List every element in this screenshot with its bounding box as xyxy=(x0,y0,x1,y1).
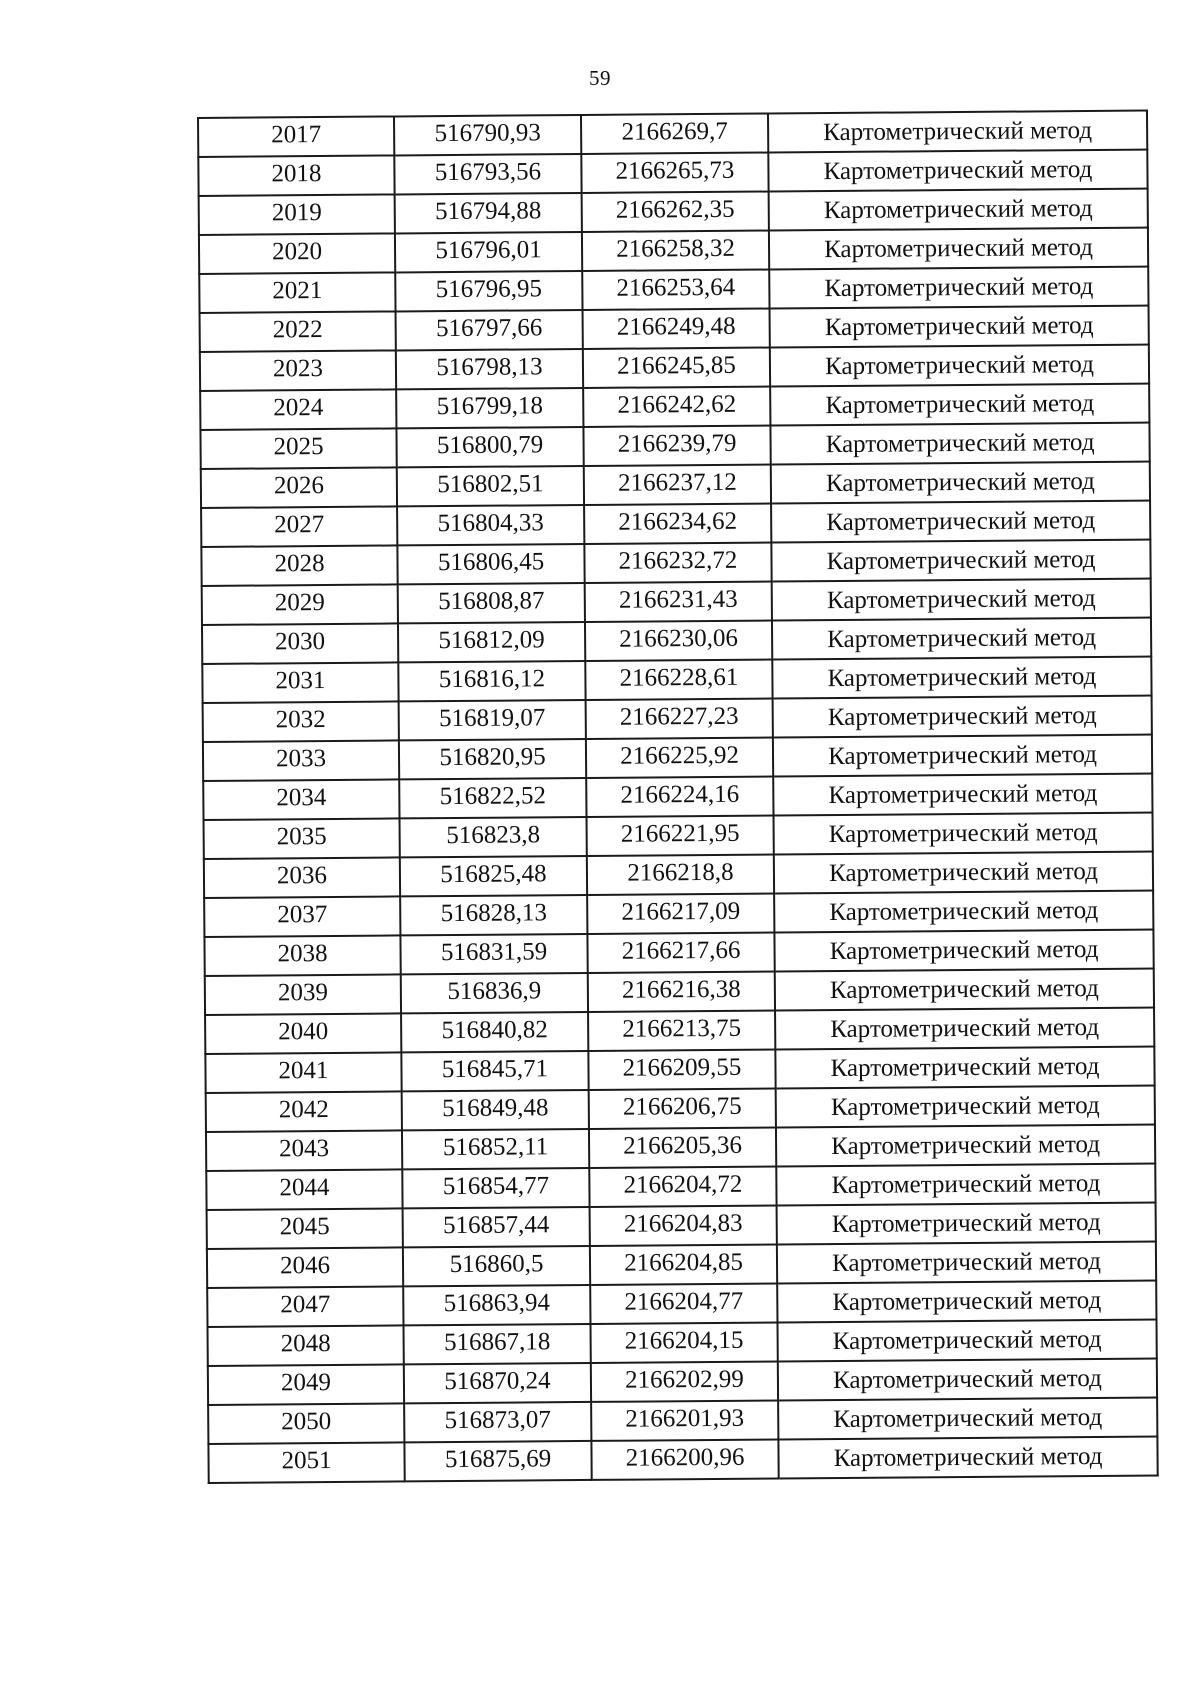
x-coordinate-cell: 516870,24 xyxy=(404,1363,591,1403)
point-number-cell: 2034 xyxy=(203,779,399,820)
x-coordinate-cell: 516836,9 xyxy=(401,973,588,1013)
method-cell: Картометрический метод xyxy=(770,384,1149,426)
point-number-cell: 2022 xyxy=(200,311,396,352)
method-cell: Картометрический метод xyxy=(772,657,1151,699)
y-coordinate-cell: 2166227,23 xyxy=(586,698,773,738)
point-number-cell: 2044 xyxy=(206,1169,402,1210)
method-cell: Картометрический метод xyxy=(776,1164,1155,1206)
y-coordinate-cell: 2166204,15 xyxy=(590,1322,777,1362)
point-number-cell: 2047 xyxy=(207,1286,403,1327)
x-coordinate-cell: 516822,52 xyxy=(399,778,586,818)
point-number-cell: 2019 xyxy=(199,194,395,235)
y-coordinate-cell: 2166239,79 xyxy=(583,426,770,466)
x-coordinate-cell: 516802,51 xyxy=(397,466,584,506)
y-coordinate-cell: 2166205,36 xyxy=(589,1127,776,1167)
method-cell: Картометрический метод xyxy=(772,579,1151,621)
y-coordinate-cell: 2166221,95 xyxy=(587,815,774,855)
method-cell: Картометрический метод xyxy=(773,696,1152,738)
point-number-cell: 2025 xyxy=(200,428,396,469)
method-cell: Картометрический метод xyxy=(769,189,1148,231)
point-number-cell: 2023 xyxy=(200,350,396,391)
y-coordinate-cell: 2166201,93 xyxy=(591,1400,778,1440)
method-cell: Картометрический метод xyxy=(773,774,1152,816)
method-cell: Картометрический метод xyxy=(774,930,1153,972)
y-coordinate-cell: 2166218,8 xyxy=(587,854,774,894)
y-coordinate-cell: 2166232,72 xyxy=(584,543,771,583)
method-cell: Картометрический метод xyxy=(769,267,1148,309)
point-number-cell: 2038 xyxy=(204,935,400,976)
x-coordinate-cell: 516808,87 xyxy=(398,583,585,623)
method-cell: Картометрический метод xyxy=(770,423,1149,465)
y-coordinate-cell: 2166216,38 xyxy=(588,971,775,1011)
point-number-cell: 2042 xyxy=(206,1091,402,1132)
method-cell: Картометрический метод xyxy=(775,1047,1154,1089)
y-coordinate-cell: 2166228,61 xyxy=(585,659,772,699)
point-number-cell: 2033 xyxy=(203,740,399,781)
x-coordinate-cell: 516796,95 xyxy=(395,271,582,311)
point-number-cell: 2050 xyxy=(208,1403,404,1444)
method-cell: Картометрический метод xyxy=(774,813,1153,855)
coordinates-table xyxy=(197,110,1159,1484)
x-coordinate-cell: 516820,95 xyxy=(399,739,586,779)
method-cell: Картометрический метод xyxy=(771,462,1150,504)
method-cell: Картометрический метод xyxy=(777,1281,1156,1323)
x-coordinate-cell: 516793,56 xyxy=(394,154,581,194)
y-coordinate-cell: 2166242,62 xyxy=(583,387,770,427)
point-number-cell: 2024 xyxy=(200,389,396,430)
y-coordinate-cell: 2166204,85 xyxy=(590,1244,777,1284)
point-number-cell: 2030 xyxy=(202,623,398,664)
method-cell: Картометрический метод xyxy=(771,540,1150,582)
point-number-cell: 2020 xyxy=(199,233,395,274)
y-coordinate-cell: 2166265,73 xyxy=(581,153,768,193)
method-cell: Картометрический метод xyxy=(770,306,1149,348)
table-row xyxy=(208,1436,1157,1482)
x-coordinate-cell: 516825,48 xyxy=(400,856,587,896)
method-cell: Картометрический метод xyxy=(778,1359,1157,1401)
y-coordinate-cell: 2166206,75 xyxy=(589,1088,776,1128)
x-coordinate-cell: 516790,93 xyxy=(394,115,581,155)
method-cell: Картометрический метод xyxy=(768,111,1147,153)
method-cell: Картометрический метод xyxy=(775,969,1154,1011)
x-coordinate-cell: 516854,77 xyxy=(402,1168,589,1208)
method-cell: Картометрический метод xyxy=(777,1242,1156,1284)
point-number-cell: 2026 xyxy=(201,467,397,508)
x-coordinate-cell: 516823,8 xyxy=(400,817,587,857)
point-number-cell: 2046 xyxy=(207,1247,403,1288)
method-cell: Картометрический метод xyxy=(777,1203,1156,1245)
y-coordinate-cell: 2166213,75 xyxy=(588,1010,775,1050)
y-coordinate-cell: 2166217,09 xyxy=(587,893,774,933)
x-coordinate-cell: 516849,48 xyxy=(402,1090,589,1130)
x-coordinate-cell: 516804,33 xyxy=(397,505,584,545)
point-number-cell: 2035 xyxy=(204,818,400,859)
method-cell: Картометрический метод xyxy=(776,1125,1155,1167)
method-cell: Картометрический метод xyxy=(774,891,1153,933)
point-number-cell: 2027 xyxy=(201,506,397,547)
x-coordinate-cell: 516794,88 xyxy=(395,193,582,233)
point-number-cell: 2029 xyxy=(202,584,398,625)
x-coordinate-cell: 516831,59 xyxy=(400,934,587,974)
y-coordinate-cell: 2166217,66 xyxy=(587,932,774,972)
y-coordinate-cell: 2166204,72 xyxy=(589,1166,776,1206)
y-coordinate-cell: 2166249,48 xyxy=(583,309,770,349)
point-number-cell: 2037 xyxy=(204,896,400,937)
y-coordinate-cell: 2166245,85 xyxy=(583,348,770,388)
method-cell: Картометрический метод xyxy=(771,501,1150,543)
x-coordinate-cell: 516816,12 xyxy=(398,661,585,701)
point-number-cell: 2017 xyxy=(198,116,394,157)
y-coordinate-cell: 2166204,77 xyxy=(590,1283,777,1323)
x-coordinate-cell: 516867,18 xyxy=(403,1324,590,1364)
x-coordinate-cell: 516863,94 xyxy=(403,1285,590,1325)
point-number-cell: 2021 xyxy=(199,272,395,313)
y-coordinate-cell: 2166225,92 xyxy=(586,737,773,777)
method-cell: Картометрический метод xyxy=(768,150,1147,192)
point-number-cell: 2045 xyxy=(207,1208,403,1249)
coordinates-table-body xyxy=(198,111,1158,1483)
point-number-cell: 2031 xyxy=(202,662,398,703)
x-coordinate-cell: 516873,07 xyxy=(404,1402,591,1442)
x-coordinate-cell: 516797,66 xyxy=(396,310,583,350)
point-number-cell: 2051 xyxy=(208,1442,404,1483)
x-coordinate-cell: 516860,5 xyxy=(403,1246,590,1286)
x-coordinate-cell: 516806,45 xyxy=(397,544,584,584)
point-number-cell: 2048 xyxy=(208,1325,404,1366)
point-number-cell: 2043 xyxy=(206,1130,402,1171)
y-coordinate-cell: 2166253,64 xyxy=(582,270,769,310)
x-coordinate-cell: 516828,13 xyxy=(400,895,587,935)
y-coordinate-cell: 2166237,12 xyxy=(584,465,771,505)
method-cell: Картометрический метод xyxy=(778,1397,1157,1439)
method-cell: Картометрический метод xyxy=(770,345,1149,387)
x-coordinate-cell: 516812,09 xyxy=(398,622,585,662)
x-coordinate-cell: 516857,44 xyxy=(403,1207,590,1247)
y-coordinate-cell: 2166262,35 xyxy=(582,192,769,232)
point-number-cell: 2039 xyxy=(205,974,401,1015)
y-coordinate-cell: 2166209,55 xyxy=(588,1049,775,1089)
point-number-cell: 2032 xyxy=(203,701,399,742)
method-cell: Картометрический метод xyxy=(775,1008,1154,1050)
method-cell: Картометрический метод xyxy=(778,1436,1157,1478)
y-coordinate-cell: 2166258,32 xyxy=(582,231,769,271)
method-cell: Картометрический метод xyxy=(769,228,1148,270)
x-coordinate-cell: 516799,18 xyxy=(396,388,583,428)
x-coordinate-cell: 516819,07 xyxy=(399,700,586,740)
x-coordinate-cell: 516852,11 xyxy=(402,1129,589,1169)
y-coordinate-cell: 2166224,16 xyxy=(586,776,773,816)
point-number-cell: 2041 xyxy=(205,1052,401,1093)
page-number: 59 xyxy=(589,66,611,90)
y-coordinate-cell: 2166234,62 xyxy=(584,504,771,544)
method-cell: Картометрический метод xyxy=(777,1320,1156,1362)
x-coordinate-cell: 516796,01 xyxy=(395,232,582,272)
y-coordinate-cell: 2166200,96 xyxy=(591,1439,778,1479)
x-coordinate-cell: 516845,71 xyxy=(401,1051,588,1091)
y-coordinate-cell: 2166204,83 xyxy=(590,1205,777,1245)
x-coordinate-cell: 516875,69 xyxy=(404,1441,591,1481)
method-cell: Картометрический метод xyxy=(773,735,1152,777)
x-coordinate-cell: 516798,13 xyxy=(396,349,583,389)
point-number-cell: 2028 xyxy=(201,545,397,586)
x-coordinate-cell: 516840,82 xyxy=(401,1012,588,1052)
point-number-cell: 2049 xyxy=(208,1364,404,1405)
point-number-cell: 2036 xyxy=(204,857,400,898)
y-coordinate-cell: 2166230,06 xyxy=(585,620,772,660)
method-cell: Картометрический метод xyxy=(774,852,1153,894)
method-cell: Картометрический метод xyxy=(776,1086,1155,1128)
x-coordinate-cell: 516800,79 xyxy=(396,427,583,467)
point-number-cell: 2018 xyxy=(198,155,394,196)
point-number-cell: 2040 xyxy=(205,1013,401,1054)
y-coordinate-cell: 2166202,99 xyxy=(591,1361,778,1401)
method-cell: Картометрический метод xyxy=(772,618,1151,660)
y-coordinate-cell: 2166269,7 xyxy=(581,114,768,154)
y-coordinate-cell: 2166231,43 xyxy=(585,582,772,622)
